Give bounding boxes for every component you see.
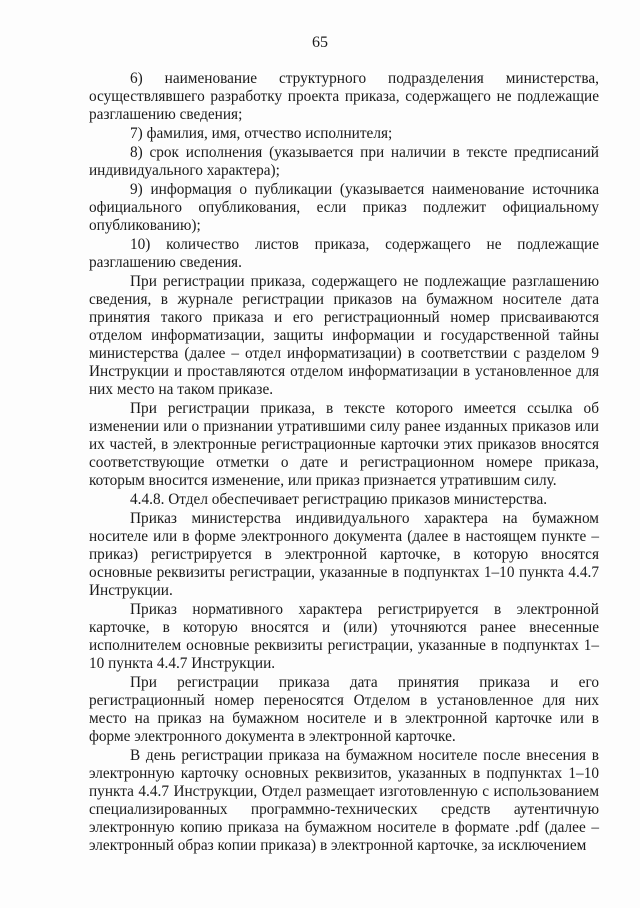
- paragraph-registration-amendments: При регистрации приказа, в тексте которого имеется ссылка об изменении или о признании утратившими силу ранее изданных приказов или их частей, в электронные регистрационные карточки этих приказов вносятся соответствующие отметки о дате и регистрационном номере приказа, которым вносится изменение, или приказ признается утратившим силу.: [89, 400, 599, 489]
- paragraph-item-9: 9) информация о публикации (указывается наименование источника официального опубликования, если приказ подлежит официальному опубликованию);: [89, 181, 599, 234]
- paragraph-item-6: 6) наименование структурного подразделения министерства, осуществлявшего разработку проекта приказа, содержащего не подлежащие разглашению сведения;: [89, 70, 599, 123]
- paragraph-individual-order: Приказ министерства индивидуального характера на бумажном носителе или в форме электронного документа (далее в настоящем пункте – приказ) регистрируется в электронной карточке, в которую вносятся основные реквизиты регистрации, указанные в подпунктах 1–10 пункта 4.4.7 Инструкции.: [89, 510, 599, 599]
- paragraph-date-number-transfer: При регистрации приказа дата принятия приказа и его регистрационный номер переносятся Отделом в установленное для них место на приказ на бумажном носителе и в электронной карточке или в форме электронного документа в электронной карточке.: [89, 674, 599, 745]
- paragraph-item-10: 10) количество листов приказа, содержащего не подлежащие разглашению сведения.: [89, 236, 599, 271]
- paragraph-electronic-copy: В день регистрации приказа на бумажном носителе после внесения в электронную карточку основных реквизитов, указанных в подпунктах 1–10 пункта 4.4.7 Инструкции, Отдел размещает изготовленную с использованием специализированных программно-технических средств аутентичную электронную копию приказа на бумажном носителе в формате .pdf (далее – электронный образ копии приказа) в электронной карточке, за исключением: [89, 747, 599, 854]
- paragraph-section-4-4-8: 4.4.8. Отдел обеспечивает регистрацию приказов министерства.: [130, 491, 548, 508]
- paragraph-normative-order: Приказ нормативного характера регистрируется в электронной карточке, в которую вносятся и (или) уточняются ранее внесенные исполнителем основные реквизиты регистрации, указанные в подпунктах 1–10 пункта 4.4.7 Инструкции.: [89, 601, 599, 672]
- page-number: 65: [312, 34, 328, 51]
- paragraph-item-8: 8) срок исполнения (указывается при наличии в тексте предписаний индивидуального характера);: [89, 144, 599, 179]
- document-body: [89, 70, 599, 855]
- paragraph-item-7: 7) фамилия, имя, отчество исполнителя;: [130, 125, 393, 142]
- paragraph-registration-secret: При регистрации приказа, содержащего не подлежащие разглашению сведения, в журнале регистрации приказов на бумажном носителе дата принятия такого приказа и его регистрационный номер присваиваются отделом информатизации, защиты информации и государственной тайны министерства (далее – отдел информатизации) в соответствии с разделом 9 Инструкции и проставляются отделом информатизации в установленное для них место на таком приказе.: [89, 273, 599, 398]
